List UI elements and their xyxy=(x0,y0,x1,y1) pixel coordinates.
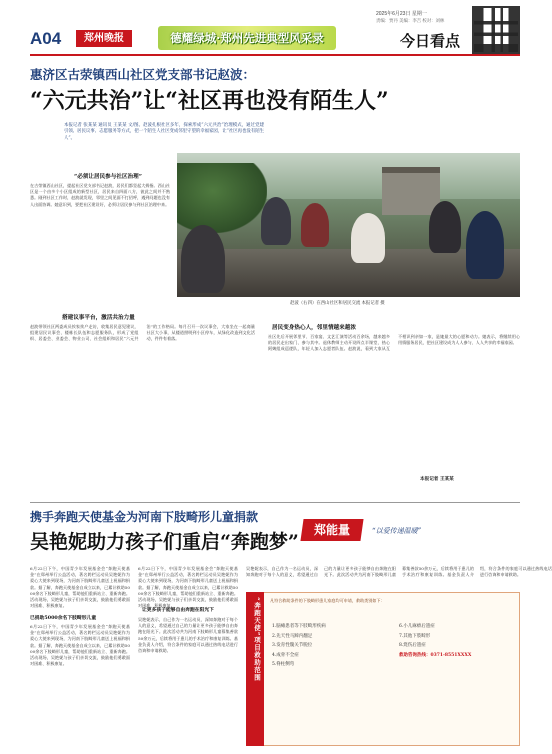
photo-pavilion xyxy=(382,167,440,215)
section-body: 在古荥镇西山社区，提起社区党支部书记赵波，居民们都竖起大拇指。西山社区是一个由多个小区组成的新型社区，居民来自四面八方，彼此之间并不熟悉。刚到社区工作时，赵波就发现，邻里之间见面不打招呼，遇到问题也没有人出面协调。她意识到，要把社区建设好，必须让居民参与到社区治理中来。 xyxy=(30,183,170,207)
section-body: 6月22日下午，中国青少年发展基金会“奔跑天使基金”在郑州举行公益活动，著名跨栏运动员吴艳妮作为爱心大使来到现场，为河南下肢畸形儿童送上祝福和捐款。据了解，奔跑天使基金自成立以来，已累计救助5000余名下肢畸形儿童，帮助他们重新站立、重新奔跑。活动现场，吴艳妮与孩子们亲切交流，鼓励他们勇敢面对困难、积极康复。 xyxy=(30,566,130,609)
list-item: 6.小儿麻痹后遗症 xyxy=(399,624,435,629)
logo xyxy=(300,519,363,541)
logo-text: 郑能量 xyxy=(313,523,350,537)
list-item: 5.脊柱侧弯 xyxy=(272,662,295,667)
header xyxy=(0,0,535,56)
hotline: 救助咨询热线：0371-8551XXXX xyxy=(399,652,472,658)
slogan: “以爱传递温暖” xyxy=(372,527,422,535)
photo-person xyxy=(261,197,291,245)
section-heading: “必须让居民参与社区治理” xyxy=(74,174,142,180)
section-body: 赵波带领社区两委成员挨家挨户走访，收集居民意见建议，组建居民议事会、楼栋长队伍和志愿服务队，形成了党组织、居委会、业委会、物业公司、社会组织和居民“六元共治”的工作格局。每月召开一次议事会，大家坐在一起商量社区大小事，从楼道照明到小区停车，从绿化改造到文化活动，件件有着落。 xyxy=(30,324,255,342)
article2-headline: 吴艳妮助力孩子们重启“奔跑梦” xyxy=(30,531,299,553)
photo-person xyxy=(351,213,385,263)
aid-list xyxy=(272,622,512,742)
section-body: 吴艳妮表示，自己作为一名运动员，深知奔跑对于每个人的意义，希望通过自己的力量让更多孩子能够自由奔跑在阳光下。此次活动共为河南下肢畸形儿童募集善款50余万元，后续将用于患儿的手术治疗和康复训练。基金负责人介绍，符合条件的家庭可以通过热线电话进行咨询和申请救助。 xyxy=(246,566,552,578)
list-item: 7.其他下肢畸形 xyxy=(399,633,431,639)
date-line: 2025年6月23日 星期一 xyxy=(376,11,427,17)
photo-person xyxy=(181,225,225,293)
list-item: 1.脑瘫患者等下肢畸形疾病 xyxy=(272,624,326,629)
section-heading: 搭建议事平台，激活共治力量 xyxy=(62,315,135,321)
section-body: 社区先后开展邻里节、百家宴、文艺汇演等活动百余场，越来越多的居民走出家门、参与其中。退休教师主动开设四点半课堂，热心阿姨组成巡逻队，年轻人加入志愿者队伍。赵波说，看到大家从互不相识到亲如一家，是她最大的心愿和动力。她表示，将继续用心用情服务居民，把社区建设成为人人参与、人人共享的幸福家园。 xyxy=(268,334,520,352)
header-rule xyxy=(30,54,520,56)
sidebar-title: “奔跑天使”项目救助范围 xyxy=(253,597,261,682)
list-item: 4.成骨不全症 xyxy=(272,652,299,658)
photo-person xyxy=(429,201,461,253)
article1-photo xyxy=(177,153,520,297)
banner xyxy=(158,26,336,50)
photo-person xyxy=(466,211,504,279)
section-heading: 让更多孩子能够自由奔跑在阳光下 xyxy=(142,607,214,613)
list-item: 8.烧伤后遗症 xyxy=(399,643,426,648)
article1-lede: 本报记者 张某某 通讯员 王某某 文/图。赵波扎根社区多年，探索形成“六元共治”治理模式，通过党建引领、居民议事、志愿服务等方式，把一个陌生人社区变成邻里守望的幸福家园，让“社区再也没有陌生人”。 xyxy=(64,123,264,141)
article2-kicker: 携手奔跑天使基金为河南下肢畸形儿童捐款 xyxy=(30,510,259,524)
qr-code-icon[interactable] xyxy=(472,6,520,54)
section-heading: 居民变身热心人，邻里情越来越浓 xyxy=(272,325,356,331)
list-item: 2.先天性马蹄内翻足 xyxy=(272,633,313,639)
section-body: 6月22日下午，中国青少年发展基金会“奔跑天使基金”在郑州举行公益活动，著名跨栏运动员吴艳妮作为爱心大使来到现场，为河南下肢畸形儿童送上祝福和捐款。据了解，奔跑天使基金自成立以来，已累计救助5000余名下肢畸形儿童，帮助他们重新站立、重新奔跑。活动现场，吴艳妮与孩子们亲切交流，鼓励他们勇敢面对困难、积极康复。 xyxy=(138,566,238,609)
photo-tree xyxy=(177,163,267,233)
masthead: 郑州晚报 xyxy=(76,30,132,47)
section-divider xyxy=(30,502,520,503)
list-item: 3.发育性髋关节脱位 xyxy=(272,643,313,648)
article1-headline: “六元共治”让“社区再也没有陌生人” xyxy=(30,88,389,114)
article1-kicker: 惠济区古荥镇西山社区党支部书记赵波： xyxy=(30,67,256,82)
photo-person xyxy=(301,203,329,247)
photo-caption: 赵波（右四）在西山社区和居民交流 本报记者 摄 xyxy=(290,300,385,305)
page-number: A04 xyxy=(30,29,62,48)
section-heading: 已捐助5000余名下肢畸形儿童 xyxy=(30,615,97,621)
byline: 本报记者 王某某 xyxy=(420,477,454,482)
section-body: 6月22日下午，中国青少年发展基金会“奔跑天使基金”在郑州举行公益活动，著名跨栏运动员吴艳妮作为爱心大使来到现场，为河南下肢畸形儿童送上祝福和捐款。据了解，奔跑天使基金自成立以来，已累计救助5000余名下肢畸形儿童，帮助他们重新站立、重新奔跑。活动现场，吴艳妮与孩子们亲切交流，鼓励他们勇敢面对困难、积极康复。 xyxy=(30,624,130,667)
sidebar-notice: 凡符合救助条件的下肢畸形患儿家庭均可申请，救助类别如下： xyxy=(270,598,385,603)
section-body: 吴艳妮表示，自己作为一名运动员，深知奔跑对于每个人的意义，希望通过自己的力量让更多孩子能够自由奔跑在阳光下。此次活动共为河南下肢畸形儿童募集善款50余万元，后续将用于患儿的手术治疗和康复训练。基金负责人介绍，符合条件的家庭可以通过热线电话进行咨询和申请救助。 xyxy=(138,617,238,654)
editor-line: 责编：贾丹 美编：李吉 校对：刘林 xyxy=(376,18,445,23)
column-title: 今日看点 xyxy=(400,32,461,50)
banner-text: 德耀绿城·郑州先进典型风采录 xyxy=(170,31,324,45)
